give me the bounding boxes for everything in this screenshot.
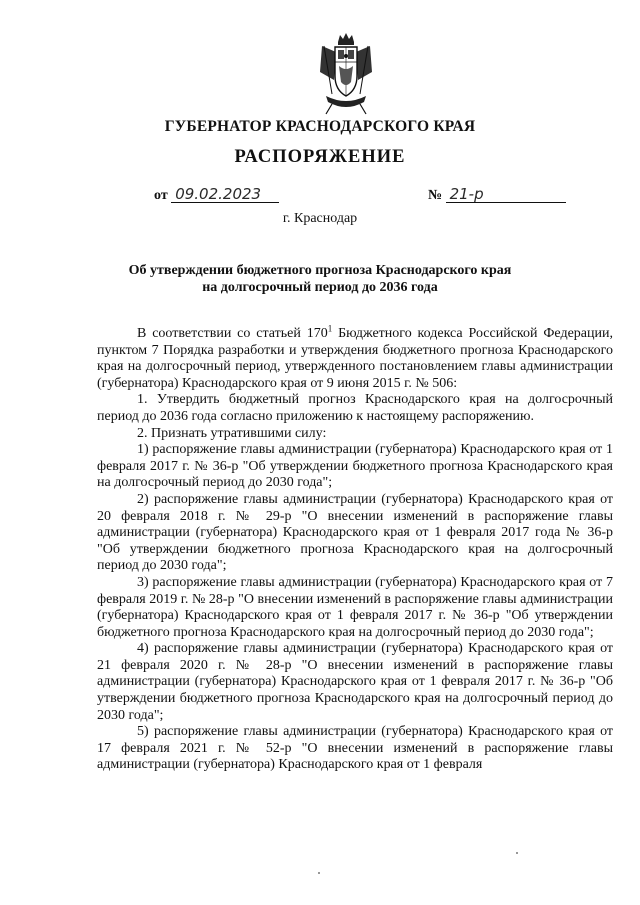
clause-2-item-4: 4) распоряжение главы администрации (губернатора) Краснодарского края от 21 февраля 2020 г. № 28-р "О внесении изменений в распоряжение главы администрации (губернатора) Краснодарского края от 1 февраля 2017 г. № 36-р "Об утверждении бюджетного прогноза Краснодарского края на долгосрочный период до 2030 года"; (97, 641, 613, 723)
intro-paragraph (97, 323, 613, 392)
scan-speck (318, 872, 320, 874)
number-value: 21-р (446, 187, 566, 203)
clause-2: 2. Признать утратившими силу: (137, 425, 327, 441)
document-body (97, 323, 613, 774)
title-line-2: на долгосрочный период до 2036 года (202, 280, 438, 295)
clause-2-item-2: 2) распоряжение главы администрации (губернатора) Краснодарского края от 20 февраля 2018 г. № 29-р "О внесении изменений в распоряжение главы администрации (губернатора) Краснодарского края от 1 февраля 2017 года № 36-р "Об утверждении бюджетного прогноза Краснодарского края на долгосрочный период до 2030 года"; (97, 491, 613, 574)
issuing-authority: ГУБЕРНАТОР КРАСНОДАРСКОГО КРАЯ (164, 118, 476, 135)
document-number (428, 187, 566, 204)
number-label: № (428, 188, 443, 203)
scan-speck (516, 852, 518, 854)
document-title (100, 262, 540, 296)
coat-of-arms-icon (318, 32, 374, 116)
article-superscript: 1 (327, 323, 333, 334)
document-date (154, 187, 279, 204)
clause-1: 1. Утвердить бюджетный прогноз Краснодарского края на долгосрочный период до 2036 года согласно приложению к настоящему распоряжению. (97, 392, 613, 424)
clause-2-item-1: 1) распоряжение главы администрации (губернатора) Краснодарского края от 1 февраля 2017 г. № 36-р "Об утверждении бюджетного прогноза Краснодарского края на долгосрочный период до 2030 года"; (97, 442, 613, 491)
clause-2-item-5: 5) распоряжение главы администрации (губернатора) Краснодарского края от 17 февраля 2021 г. № 52-р "О внесении изменений в распоряжение главы администрации (губернатора) Краснодарского края от 1 февраля (97, 724, 613, 773)
clause-2-item-3: 3) распоряжение главы администрации (губернатора) Краснодарского края от 7 февраля 2019 г. № 28-р "О внесении изменений в распоряжение главы администрации (губернатора) Краснодарского края от 1 февраля 2017 г. № 36-р "Об утверждении бюджетного прогноза Краснодарского края на долгосрочный период до 2030 года"; (97, 574, 613, 640)
document-type: РАСПОРЯЖЕНИЕ (234, 147, 406, 167)
intro-text-end: Бюджетного кодекса Российской Федерации, пунктом 7 Порядка разработки и утверждения бюджетного прогноза Краснодарского края на долгосрочный период, утвержденного постановлением главы администрации (губернатора) Краснодарского края от 9 июня 2015 г. № 506: (97, 326, 613, 391)
coat-of-arms-emblem (318, 32, 374, 116)
city-name: г. Краснодар (282, 211, 358, 226)
title-line-1: Об утверждении бюджетного прогноза Краснодарского края (128, 263, 512, 278)
intro-text-start: В соответствии со статьей 170 (137, 326, 328, 341)
date-label: от (154, 188, 168, 203)
date-value: 09.02.2023 (171, 187, 279, 203)
